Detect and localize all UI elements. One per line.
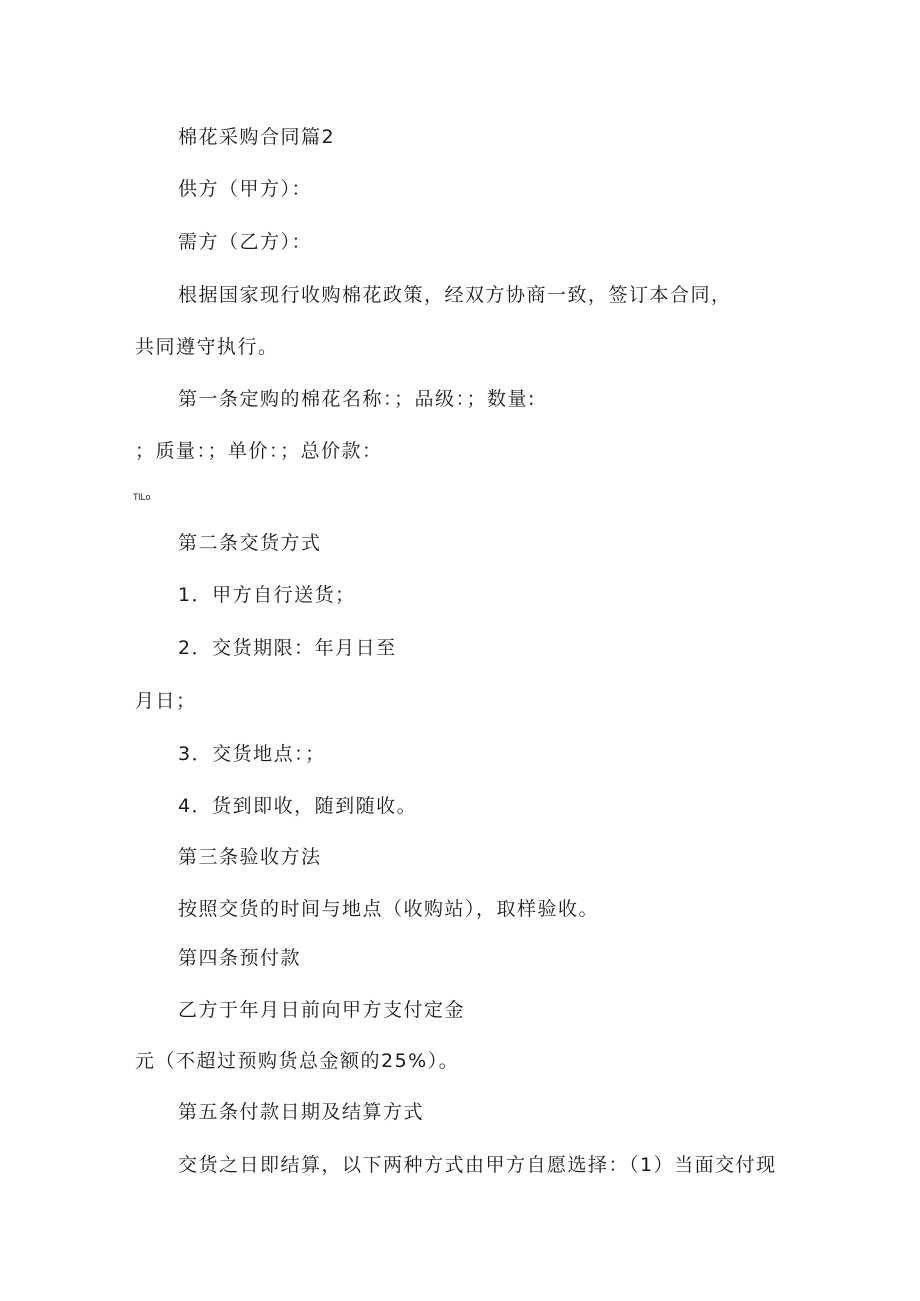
stray-ocr-text: TlLo bbox=[133, 492, 151, 502]
article-3-text: 按照交货的时间与地点（收购站），取样验收。 bbox=[178, 898, 600, 920]
article-5-heading: 第五条付款日期及结算方式 bbox=[178, 1101, 425, 1123]
article-4-line-1: 乙方于年月日前向甲方支付定金 bbox=[178, 999, 466, 1021]
article-3-heading: 第三条验收方法 bbox=[178, 846, 322, 868]
buyer-party-line: 需方（乙方）： bbox=[178, 231, 313, 253]
article-2-item-2-line-2: 月日； bbox=[135, 690, 197, 712]
supplier-party-line: 供方（甲方）： bbox=[178, 178, 313, 200]
article-2-item-1: 1．甲方自行送货； bbox=[178, 584, 356, 606]
intro-paragraph-line-1: 根据国家现行收购棉花政策，经双方协商一致，签订本合同， bbox=[178, 284, 732, 306]
article-2-heading: 第二条交货方式 bbox=[178, 532, 322, 554]
article-2-item-2-line-1: 2．交货期限：年月日至 bbox=[178, 637, 397, 659]
intro-paragraph-line-2: 共同遵守执行。 bbox=[135, 336, 279, 358]
article-4-heading: 第四条预付款 bbox=[178, 947, 302, 969]
article-2-item-3: 3．交货地点：； bbox=[178, 743, 326, 765]
article-1-line-2: ；质量：；单价：；总价款： bbox=[135, 440, 383, 462]
article-1-line-1: 第一条定购的棉花名称：；品级：；数量: bbox=[178, 388, 536, 410]
article-4-line-2: 元（不超过预购货总金额的25%）。 bbox=[135, 1050, 460, 1072]
document-title: 棉花采购合同篇2 bbox=[178, 126, 336, 148]
article-5-text: 交货之日即结算，以下两种方式由甲方自愿选择：（1）当面交付现 bbox=[178, 1154, 777, 1176]
article-2-item-4: 4．货到即收，随到随收。 bbox=[178, 795, 418, 817]
